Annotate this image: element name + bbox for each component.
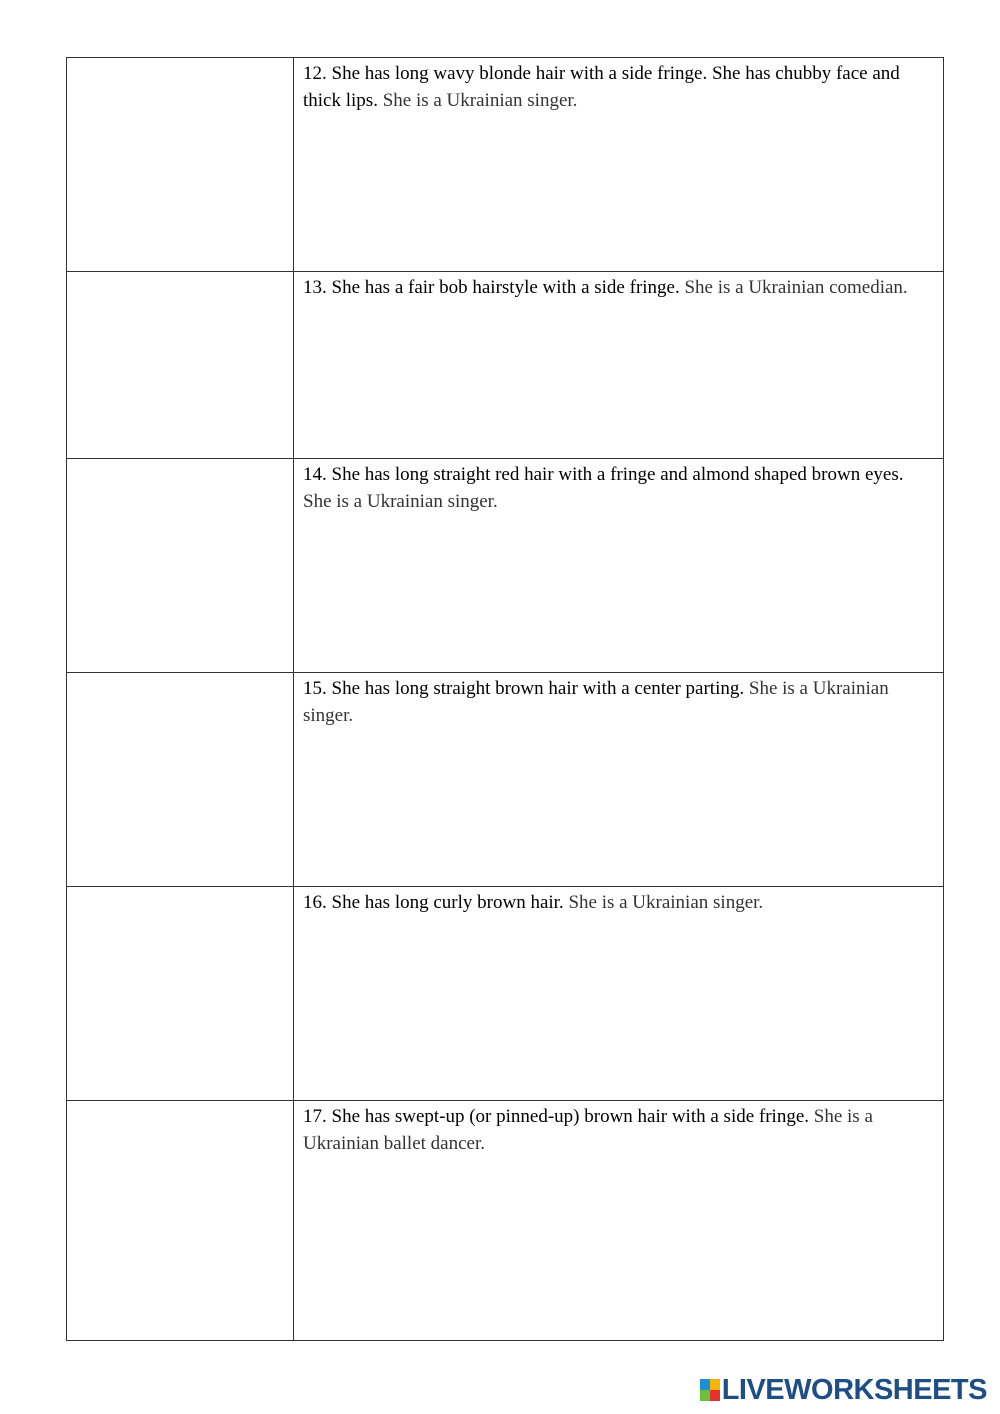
answer-cell[interactable] bbox=[67, 459, 294, 673]
logo-square-green bbox=[700, 1390, 710, 1401]
table-row bbox=[67, 58, 944, 272]
answer-cell[interactable] bbox=[67, 673, 294, 887]
logo-square-yellow bbox=[710, 1379, 720, 1390]
description-cell bbox=[294, 673, 944, 887]
table-row bbox=[67, 1101, 944, 1341]
liveworksheets-logo[interactable] bbox=[700, 1376, 987, 1404]
table-row bbox=[67, 459, 944, 673]
description-cell bbox=[294, 459, 944, 673]
answer-cell[interactable] bbox=[67, 887, 294, 1101]
description-cell bbox=[294, 272, 944, 459]
description-text: 12. She has long wavy blonde hair with a side fringe. She has chubby face and thick lips. She is a Ukrainian singer. bbox=[303, 63, 900, 111]
logo-square-red bbox=[710, 1390, 720, 1401]
liveworksheets-logo-icon bbox=[700, 1379, 720, 1401]
description-cell bbox=[294, 1101, 944, 1341]
description-cell bbox=[294, 887, 944, 1101]
table-row bbox=[67, 272, 944, 459]
description-cell bbox=[294, 58, 944, 272]
description-text: 13. She has a fair bob hairstyle with a side fringe. She is a Ukrainian comedian. bbox=[303, 277, 908, 298]
answer-cell[interactable] bbox=[67, 1101, 294, 1341]
answer-cell[interactable] bbox=[67, 58, 294, 272]
description-text: 17. She has swept-up (or pinned-up) brown hair with a side fringe. She is a Ukrainian ballet dancer. bbox=[303, 1106, 873, 1154]
description-text: 16. She has long curly brown hair. She is a Ukrainian singer. bbox=[303, 892, 764, 913]
brand-name: LIVEWORKSHEETS bbox=[721, 1374, 987, 1406]
answer-cell[interactable] bbox=[67, 272, 294, 459]
description-text: 14. She has long straight red hair with a fringe and almond shaped brown eyes. She is a Ukrainian singer. bbox=[303, 464, 904, 512]
logo-square-blue bbox=[700, 1379, 710, 1390]
table-row bbox=[67, 887, 944, 1101]
table-row bbox=[67, 673, 944, 887]
worksheet-table bbox=[66, 57, 944, 1341]
description-text: 15. She has long straight brown hair with a center parting. She is a Ukrainian singer. bbox=[303, 678, 889, 726]
